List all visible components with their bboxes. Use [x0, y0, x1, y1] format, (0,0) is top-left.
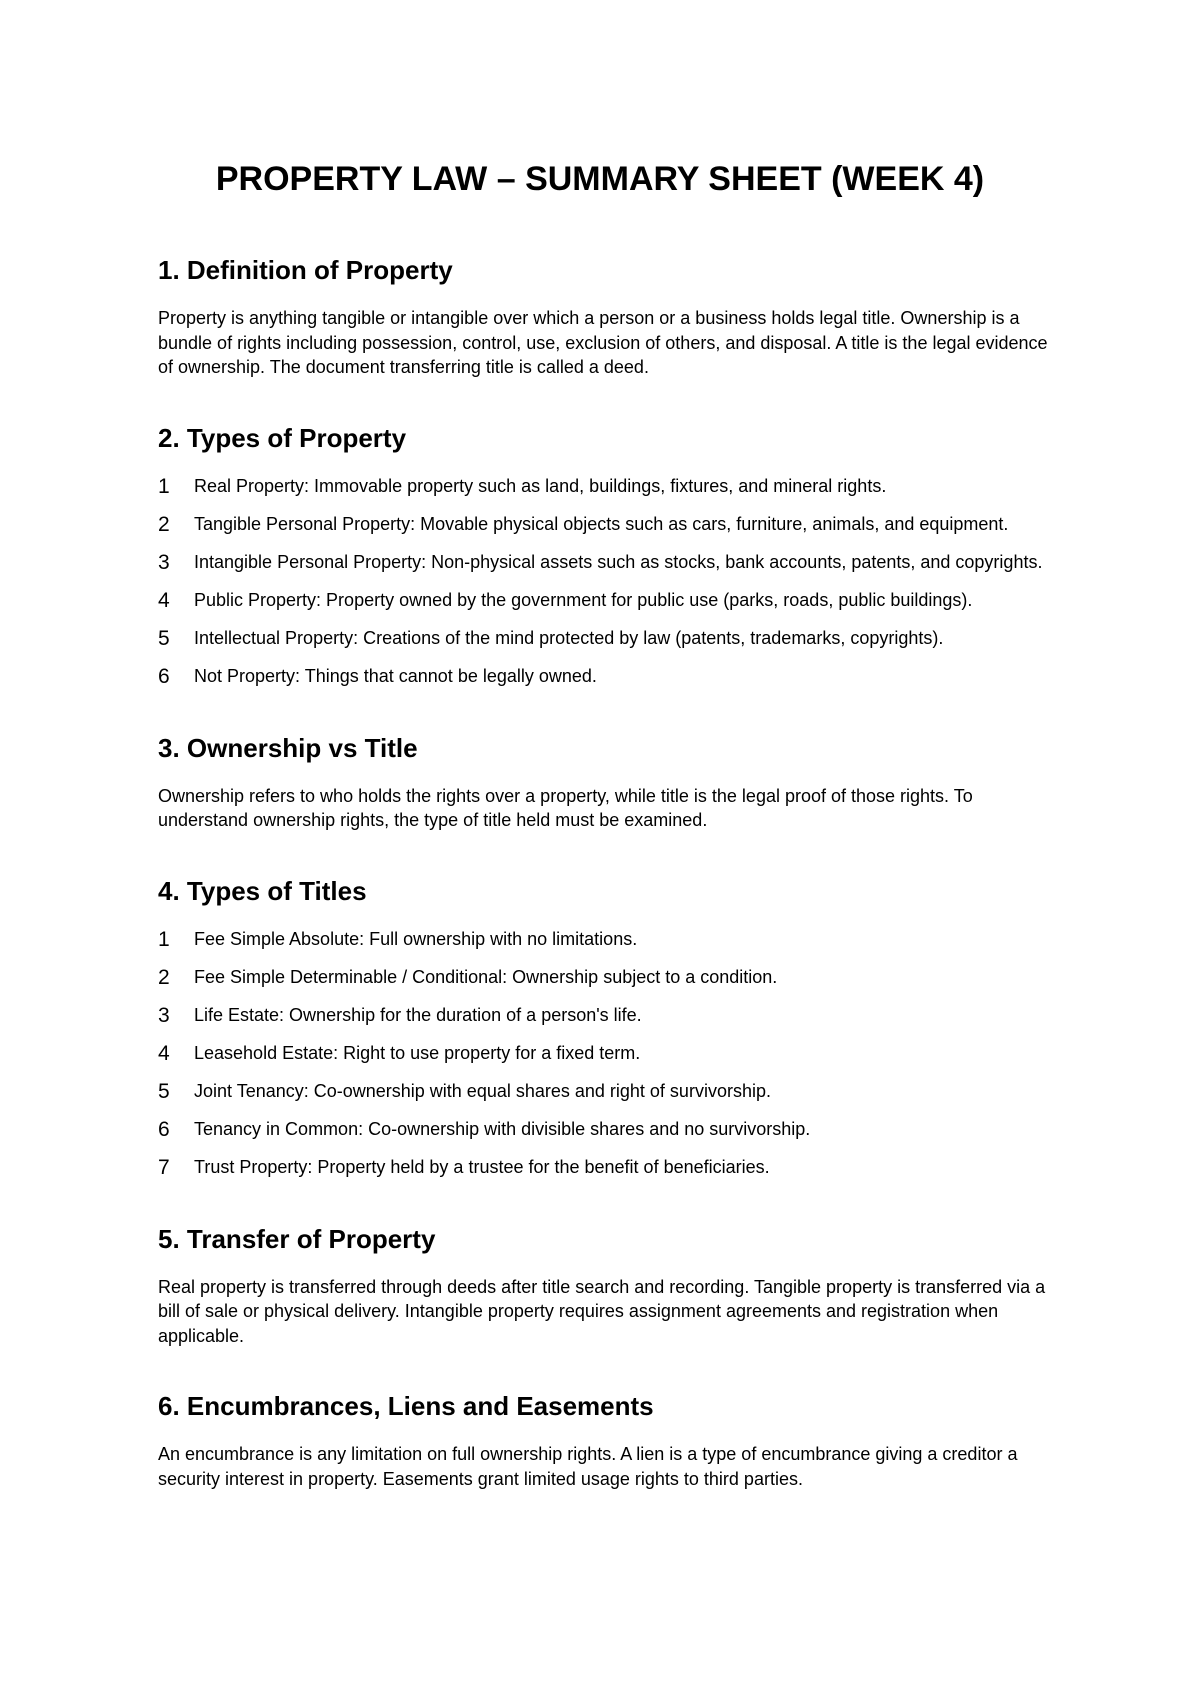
- list-item-text: Tangible Personal Property: Movable physical objects such as cars, furniture, animals, and equipment.: [194, 513, 1009, 534]
- list-item: [158, 1003, 1063, 1029]
- section-paragraph: An encumbrance is any limitation on full ownership rights. A lien is a type of encumbrance giving a creditor a security interest in property. Easements grant limited usage rights to third parties.: [158, 1444, 1018, 1489]
- list-item-text: Intellectual Property: Creations of the mind protected by law (patents, trademarks, copyrights).: [194, 627, 944, 648]
- list-number: 4: [158, 588, 170, 612]
- list-item: [158, 965, 1063, 991]
- list-number: 6: [158, 1117, 170, 1141]
- list-item-text: Public Property: Property owned by the government for public use (parks, roads, public buildings).: [194, 589, 973, 610]
- list-item: [158, 588, 1063, 614]
- list-item-text: Joint Tenancy: Co-ownership with equal shares and right of survivorship.: [194, 1080, 771, 1101]
- list-item: [158, 1117, 1063, 1143]
- section-paragraph: Ownership refers to who holds the rights over a property, while title is the legal proof of those rights. To understand ownership rights, the type of title held must be examined.: [158, 785, 973, 830]
- list-item-text: Trust Property: Property held by a trustee for the benefit of beneficiaries.: [194, 1156, 770, 1177]
- list-number: 2: [158, 512, 170, 536]
- document-title: PROPERTY LAW – SUMMARY SHEET (WEEK 4): [215, 160, 985, 198]
- section-transfer-of-property: [158, 1223, 1080, 1349]
- list-item-text: Life Estate: Ownership for the duration of a person's life.: [194, 1004, 642, 1025]
- section-encumbrances-liens-easements: [158, 1390, 1080, 1491]
- list-item: [158, 626, 1063, 652]
- section-heading: 4. Types of Titles: [158, 875, 367, 906]
- list-item: [158, 1079, 1063, 1105]
- list-item: [158, 927, 1063, 953]
- section-paragraph: Real property is transferred through deeds after title search and recording. Tangible property is transferred via a bill of sale or physical delivery. Intangible property requires assignment agreements and registration when applicable.: [158, 1276, 1046, 1346]
- section-heading: 6. Encumbrances, Liens and Easements: [158, 1391, 654, 1421]
- list-item-text: Tenancy in Common: Co-ownership with divisible shares and no survivorship.: [194, 1118, 811, 1139]
- list-item: [158, 512, 1063, 538]
- list-item: [158, 664, 1063, 690]
- list-item: [158, 1155, 1063, 1181]
- list-number: 6: [158, 664, 170, 688]
- section-heading: 2. Types of Property: [158, 422, 407, 453]
- list-number: 5: [158, 1079, 170, 1103]
- list-item-text: Not Property: Things that cannot be legally owned.: [194, 665, 597, 686]
- section-heading: 1. Definition of Property: [158, 255, 453, 285]
- list-number: 2: [158, 965, 170, 989]
- list-number: 1: [158, 927, 170, 951]
- section-types-of-titles: [158, 875, 1080, 1181]
- section-ownership-vs-title: [158, 732, 1080, 833]
- list-item: [158, 1041, 1063, 1067]
- list-item-text: Intangible Personal Property: Non-physical assets such as stocks, bank accounts, patents, and copyrights.: [194, 551, 1043, 572]
- list-number: 7: [158, 1155, 170, 1179]
- title-types-list: [158, 927, 1080, 1181]
- list-number: 3: [158, 1003, 170, 1027]
- list-number: 3: [158, 550, 170, 574]
- list-item: [158, 474, 1063, 500]
- list-item-text: Fee Simple Absolute: Full ownership with no limitations.: [194, 928, 638, 949]
- section-heading: 3. Ownership vs Title: [158, 732, 418, 763]
- section-types-of-property: [158, 422, 1080, 690]
- list-item-text: Fee Simple Determinable / Conditional: Ownership subject to a condition.: [194, 966, 778, 987]
- list-number: 1: [158, 474, 170, 498]
- list-item-text: Real Property: Immovable property such as land, buildings, fixtures, and mineral rights.: [194, 475, 887, 496]
- section-paragraph: Property is anything tangible or intangible over which a person or a business holds legal title. Ownership is a bundle of rights including possession, control, use, exclusion of others, and disposal. A title is the legal evidence of ownership. The document transferring title is called a deed.: [158, 308, 1048, 377]
- list-number: 5: [158, 626, 170, 650]
- list-item: [158, 550, 1063, 576]
- list-number: 4: [158, 1041, 170, 1065]
- property-types-list: [158, 474, 1080, 690]
- section-heading: 5. Transfer of Property: [158, 1223, 436, 1254]
- list-item-text: Leasehold Estate: Right to use property for a fixed term.: [194, 1042, 641, 1063]
- section-definition-of-property: [158, 254, 1080, 380]
